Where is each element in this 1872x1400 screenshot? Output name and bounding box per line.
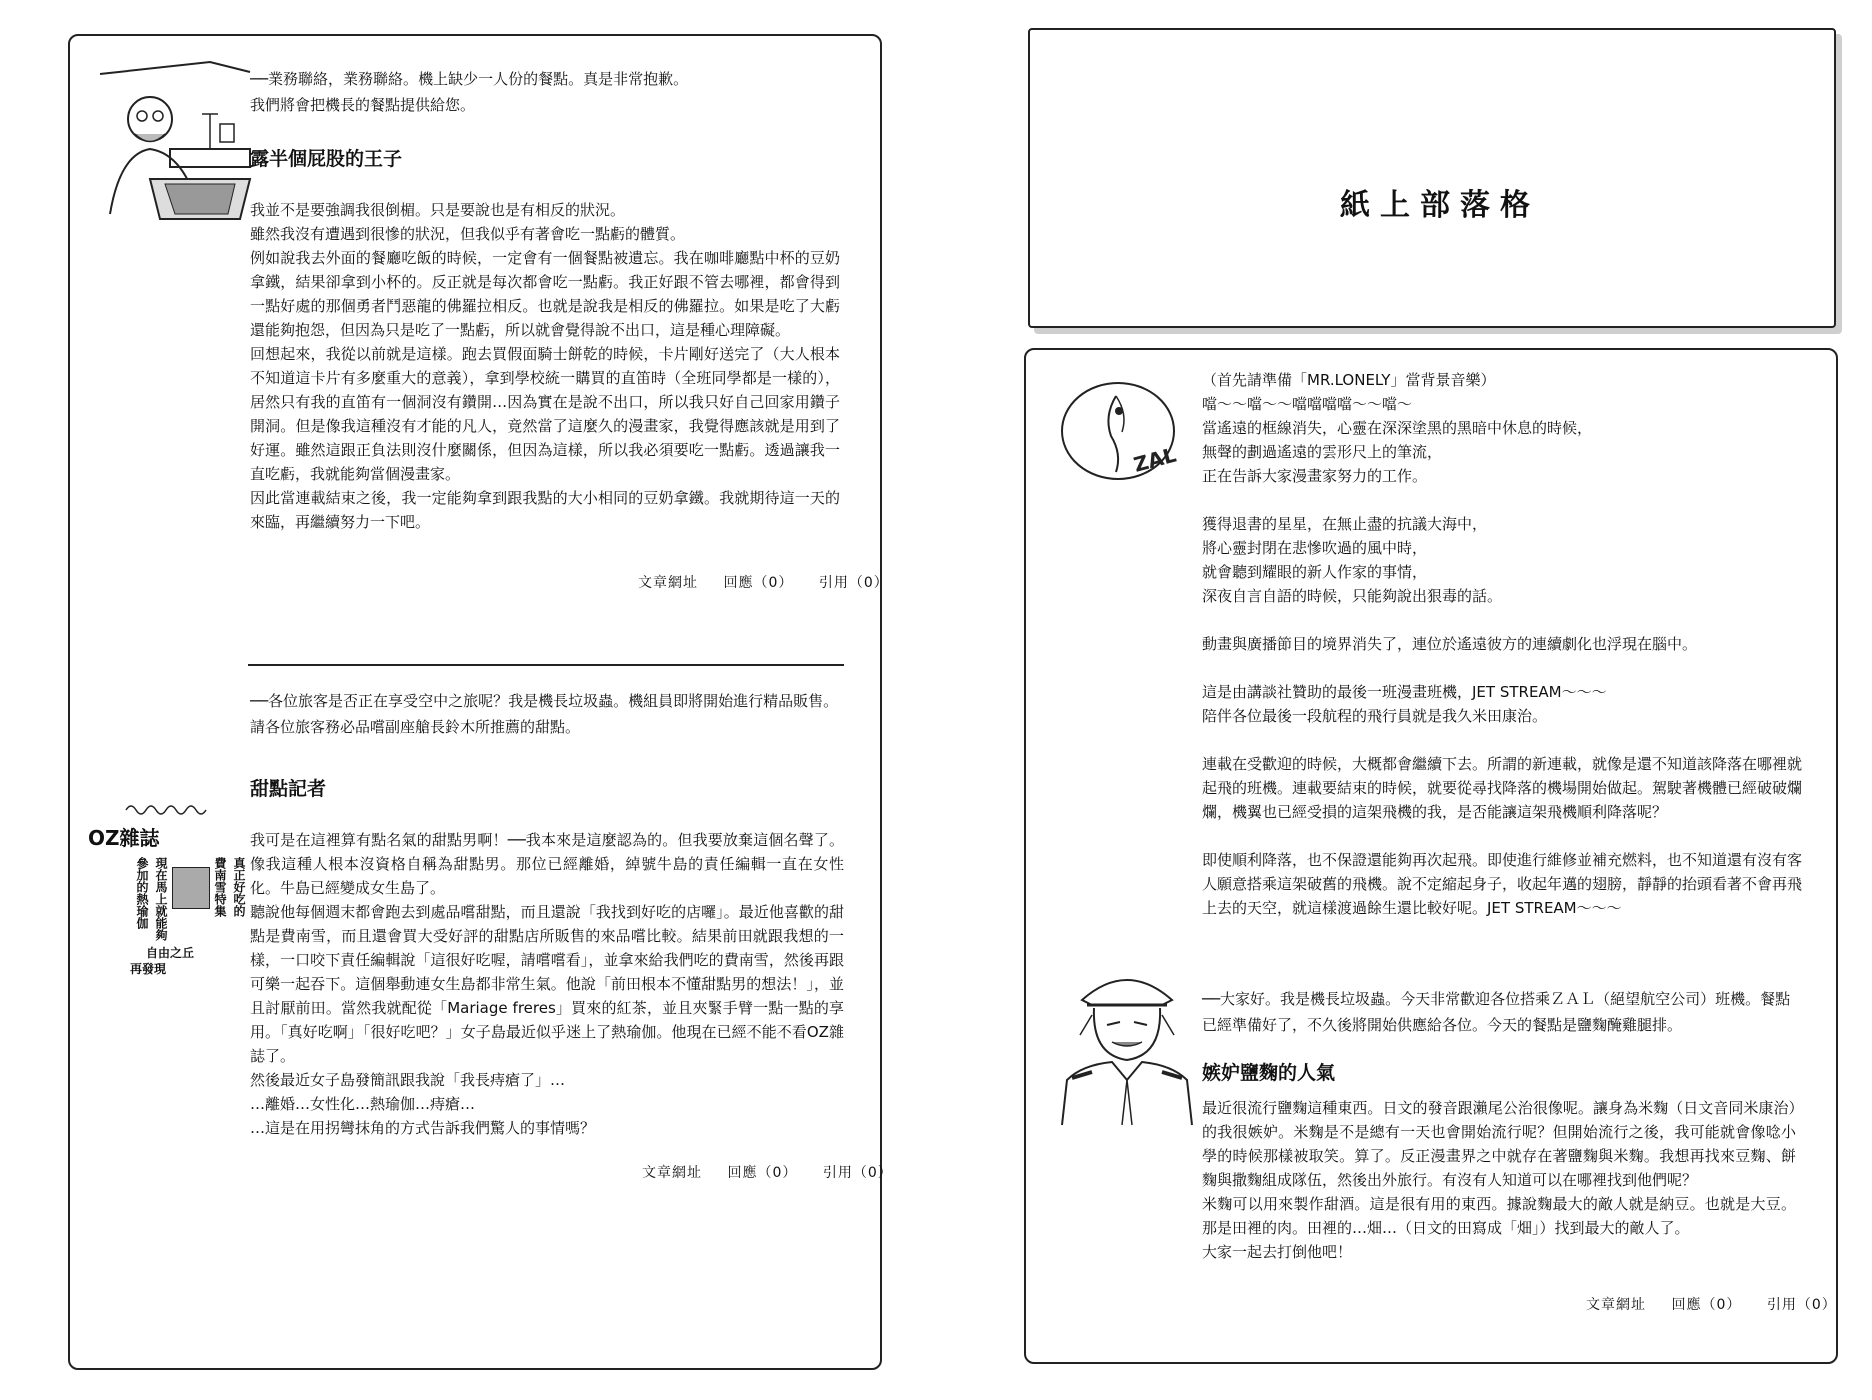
paragraph: 大家一起去打倒他吧！ — [1202, 1243, 1353, 1261]
blog-post-4 — [1202, 986, 1802, 1264]
pilot-captain-illustration — [1052, 960, 1202, 1130]
left-page — [68, 34, 893, 1370]
magazine-title: OZ雜誌 — [88, 826, 160, 850]
pilot-desk-illustration — [90, 54, 260, 224]
blog-post-3 — [1202, 368, 1802, 944]
paragraph: 最近很流行鹽麴這種東西。日文的發音跟瀨尾公治很像呢。讓身為米麴（日文音同米康治）的我很嫉妒。米麴是不是總有一天也會開始流行呢？但開始流行之後，我可能就會像唸小學的時候那樣被取笑。算了。反正漫畫界之中就存在著鹽麴與米麴。我想再找來豆麴、餅麴與撒麴組成隊伍，然後出外旅行。有沒有人知道可以在哪裡找到他們呢？ — [1202, 1099, 1796, 1189]
stanza: 動畫與廣播節目的境界消失了，連位於遙遠彼方的連續劇化也浮現在腦中。 — [1202, 635, 1698, 653]
stanza: 連載在受歡迎的時候，大概都會繼續下去。所謂的新連載，就像是還不知道該降落在哪裡就起飛的班機。連載要結束的時候，就要從尋找降落的機場開始做起。駕駛著機體已經破破爛爛，機翼也已經受損的這架飛機的我，是否能讓這架飛機順利降落呢？ — [1202, 755, 1803, 821]
blog-header-box — [1028, 28, 1836, 328]
reply-link[interactable]: 回應（0） — [727, 1165, 798, 1181]
blog-post-2 — [250, 688, 850, 1140]
paragraph: …這是在用拐彎抹角的方式告訴我們驚人的事情嗎？ — [250, 1119, 596, 1137]
right-page — [1024, 348, 1838, 1364]
post-divider — [248, 664, 844, 666]
post2-title: 甜點記者 — [250, 778, 327, 800]
paragraph: 聽說他每個週末都會跑去到處品嚐甜點，而且還說「我找到好吃的店囉」。最近他喜歡的甜點是費南雪，而且還會買大受好評的甜點店所販售的來品嚐比較。結果前田就跟我想的一樣，一口咬下責任編輯說「這很好吃喔，請嚐嚐看」，並拿來給我們吃的費南雪，然後再跟可樂一起吞下。這個舉動連女生島都非常生氣。他說「前田根本不懂甜點男的想法！」，並且討厭前田。當然我就配從「Mariage freres」買來的紅茶，並且夾緊手臂一點一點的享用。「真好吃啊」「很好吃吧？」女子島最近似乎迷上了熱瑜伽。他現在已經不能不看OZ雜誌了。 — [250, 903, 844, 1065]
wavy-line-icon — [86, 798, 248, 818]
permalink-link[interactable]: 文章網址 — [638, 575, 698, 591]
post1-title: 露半個屁股的王子 — [250, 148, 403, 170]
post2-intro: ──各位旅客是否正在享受空中之旅呢？我是機長垃圾蟲。機組員即將開始進行精品販售。請各位旅客務必品嚐副座艙長鈴木所推薦的甜點。 — [250, 692, 839, 736]
oz-magazine-illustration: OZ雜誌 真正好吃的 費南雪特集 現在馬上就能夠 參加的熱瑜伽 自由之丘 再發現 — [86, 798, 248, 988]
zal-logo-icon — [1056, 376, 1186, 486]
post2-meta — [622, 1162, 893, 1182]
post1-intro: ──業務聯絡，業務聯絡。機上缺少一人份的餐點。真是非常抱歉。 我們將會把機長的餐點提供給您。 — [250, 70, 689, 114]
paragraph: 米麴可以用來製作甜酒。這是很有用的東西。據說麴最大的敵人就是納豆。也就是大豆。那是田裡的肉。田裡的…畑…（日文的田寫成「畑」）找到最大的敵人了。 — [1202, 1195, 1796, 1237]
paragraph: 回想起來，我從以前就是這樣。跑去買假面騎士餅乾的時候，卡片剛好送完了（大人根本不知道這卡片有多麼重大的意義），拿到學校統一購買的直笛時（全班同學都是一樣的），居然只有我的直笛有一個洞沒有鑽開…因為實在是說不出口，所以我只好自己回家用鑽子開洞。但是像我這種沒有才能的凡人，竟然當了這麼久的漫畫家，我覺得應該就是用到了好運。雖然這跟正負法則沒什麼關係，但因為這樣，所以我必須要吃一點虧。透過讓我一直吃虧，我就能夠當個漫畫家。 — [250, 345, 840, 483]
paragraph: 然後最近女子島發簡訊跟我說「我長痔瘡了」… — [250, 1071, 566, 1089]
cite-link[interactable]: 引用（0） — [822, 1165, 893, 1181]
post1-meta — [618, 572, 889, 592]
reply-link[interactable]: 回應（0） — [723, 575, 794, 591]
permalink-link[interactable]: 文章網址 — [642, 1165, 702, 1181]
blog-post-1 — [250, 66, 850, 534]
post2-body — [250, 828, 844, 1140]
paragraph: 我可是在這裡算有點名氣的甜點男啊！──我本來是這麼認為的。但我要放棄這個名聲了。像我這種人根本沒資格自稱為甜點男。那位已經離婚，綽號牛島的責任編輯一直在女性化。牛島已經變成女生島了。 — [250, 831, 844, 897]
page-title: 紙上部落格 — [1340, 188, 1540, 223]
stanza: 即使順利降落，也不保證還能夠再次起飛。即使進行維修並補充燃料，也不知道還有沒有客人願意搭乘這架破舊的飛機。說不定縮起身子，收起年邁的翅膀，靜靜的抬頭看著不會再飛上去的天空，就這樣渡過餘生還比較好呢。JET STREAM〜〜〜 — [1202, 851, 1803, 917]
paragraph: 雖然我沒有遭遇到很慘的狀況，但我似乎有著會吃一點虧的體質。 — [250, 225, 686, 243]
magazine-cover-text: 真正好吃的 費南雪特集 現在馬上就能夠 參加的熱瑜伽 — [135, 857, 246, 941]
permalink-link[interactable]: 文章網址 — [1586, 1297, 1646, 1313]
stanza: （首先請準備「MR.LONELY」當背景音樂） 噹〜〜噹〜〜噹噹噹噹〜〜噹〜 當遙遠的框線消失，心靈在深深塗黑的黑暗中休息的時候， 無聲的劃過遙遠的雲形尺上的筆流， 正在告訴大家漫畫家努力的工作。 — [1202, 371, 1593, 485]
svg-text:ZAL: ZAL — [1131, 442, 1179, 477]
magazine-photo-icon — [172, 867, 210, 909]
post4-body — [1202, 1096, 1796, 1264]
stanza: 獲得退書的星星，在無止盡的抗議大海中， 將心靈封閉在悲慘吹過的風中時， 就會聽到耀眼的新人作家的事情， 深夜自言自語的時候，只能夠說出狠毒的話。 — [1202, 515, 1503, 605]
paragraph: 我並不是要強調我很倒楣。只是要說也是有相反的狀況。 — [250, 201, 626, 219]
post4-intro: ──大家好。我是機長垃圾蟲。今天非常歡迎各位搭乘ＺＡＬ（絕望航空公司）班機。餐點已經準備好了，不久後將開始供應給各位。今天的餐點是鹽麴醃雞腿排。 — [1202, 990, 1791, 1034]
post4-title: 嫉妒鹽麴的人氣 — [1202, 1062, 1336, 1084]
cite-link[interactable]: 引用（0） — [818, 575, 889, 591]
cite-link[interactable]: 引用（0） — [1766, 1297, 1837, 1313]
post1-body — [250, 198, 840, 534]
stanza: 這是由講談社贊助的最後一班漫畫班機，JET STREAM〜〜〜 陪伴各位最後一段航程的飛行員就是我久米田康治。 — [1202, 683, 1607, 725]
paragraph: 例如說我去外面的餐廳吃飯的時候，一定會有一個餐點被遺忘。我在咖啡廳點中杯的豆奶拿鐵，結果卻拿到小杯的。反正就是每次都會吃一點虧。我正好跟不管去哪裡，都會得到一點好處的那個勇者鬥惡龍的佛羅拉相反。也就是說我是相反的佛羅拉。如果是吃了大虧還能夠抱怨，但因為只是吃了一點虧，所以就會覺得說不出口，這是種心理障礙。 — [250, 249, 840, 339]
paragraph: …離婚…女性化…熱瑜伽…痔瘡… — [250, 1095, 476, 1113]
post4-meta — [1566, 1294, 1837, 1314]
reply-link[interactable]: 回應（0） — [1671, 1297, 1742, 1313]
paragraph: 因此當連載結束之後，我一定能夠拿到跟我點的大小相同的豆奶拿鐵。我就期待這一天的來臨，再繼續努力一下吧。 — [250, 489, 840, 531]
